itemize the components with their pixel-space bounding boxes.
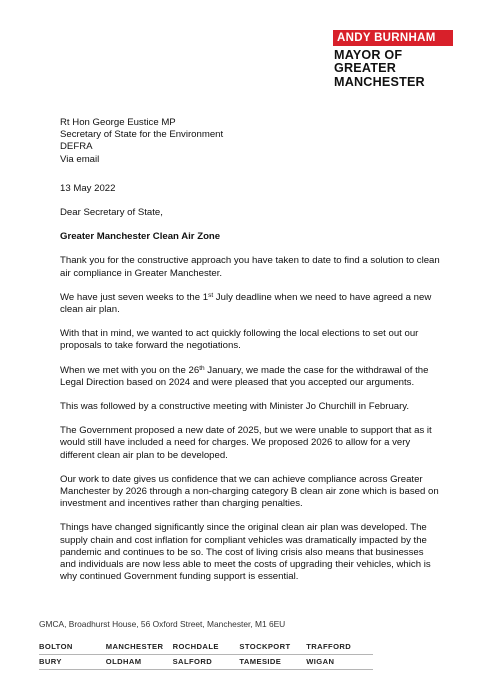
recipient-delivery: Via email [60, 153, 100, 165]
letter-subject: Greater Manchester Clean Air Zone [60, 231, 221, 243]
paragraph-8: Things have changed significantly since the original clean air plan was developed. The supply chain and cost inflation for compliant vehicles was dramatically impacted by the pandemic and continues to be so. The cost of living crisis also means that businesses and individuals are now less able to meet the costs of upgrading their vehicles, which is why continued Government funding support is essential. [60, 522, 431, 583]
paragraph-3: With that in mind, we wanted to act quickly following the local elections to set out our proposals to take forward the negotiations. [60, 328, 419, 352]
letter-body [60, 117, 440, 583]
logo-line-1: MAYOR OF [334, 48, 403, 62]
paragraph-4-text-b: January, we made the case for the withdrawal of the Legal Direction based on 2024 and were pleased that you accepted our arguments. [60, 364, 429, 388]
logo-line-3: MANCHESTER [334, 74, 425, 89]
paragraph-4-superscript: th [199, 364, 205, 372]
district-stockport: STOCKPORT [239, 640, 306, 655]
paragraph-4 [60, 365, 440, 389]
districts-table [39, 640, 373, 670]
paragraph-1: Thank you for the constructive approach you have taken to date to find a solution to clean air compliance in Greater Manchester. [60, 255, 440, 279]
recipient-title: Secretary of State for the Environment [60, 129, 224, 141]
logo-name: ANDY BURNHAM [333, 30, 453, 46]
paragraph-4-text-a: When we met with you on the 26 [60, 364, 200, 376]
districts-row-top [39, 640, 373, 655]
district-bolton: BOLTON [39, 640, 106, 655]
recipient-department: DEFRA [60, 141, 93, 153]
logo-line-2: GREATER [334, 61, 397, 76]
districts-row-bottom [39, 655, 373, 670]
paragraph-2-superscript: st [208, 291, 214, 299]
paragraph-2-text-b: July deadline when we need to have agreed a new clean air plan. [60, 291, 432, 316]
mayor-logo [333, 30, 453, 89]
recipient-name: Rt Hon George Eustice MP [60, 117, 176, 128]
paragraph-7: Our work to date gives us confidence that we can achieve compliance across Greater Manchester by 2026 through a non-charging category B clean air zone which is based on investment and incentives rather than charging penalties. [60, 473, 439, 510]
letter-date: 13 May 2022 [60, 182, 116, 194]
paragraph-6: The Government proposed a new date of 2025, but we were unable to support that as it would still have included a need for charges. We proposed 2026 to allow for a very different clean air plan to be developed. [60, 425, 432, 461]
district-tameside: TAMESIDE [239, 655, 306, 670]
district-rochdale: ROCHDALE [173, 640, 240, 655]
district-oldham: OLDHAM [106, 655, 173, 670]
footer-address: GMCA, Broadhurst House, 56 Oxford Street, Manchester, M1 6EU [39, 619, 286, 629]
district-salford: SALFORD [173, 655, 240, 670]
salutation: Dear Secretary of State, [60, 207, 163, 219]
paragraph-2 [60, 292, 440, 316]
recipient-address [60, 117, 440, 166]
district-bury: BURY [39, 655, 106, 670]
paragraph-2-text-a: We have just seven weeks to the 1 [60, 291, 209, 303]
paragraph-5: This was followed by a constructive meeting with Minister Jo Churchill in February. [60, 401, 410, 413]
district-trafford: TRAFFORD [306, 640, 373, 655]
district-wigan: WIGAN [306, 655, 373, 670]
district-manchester: MANCHESTER [106, 640, 173, 655]
